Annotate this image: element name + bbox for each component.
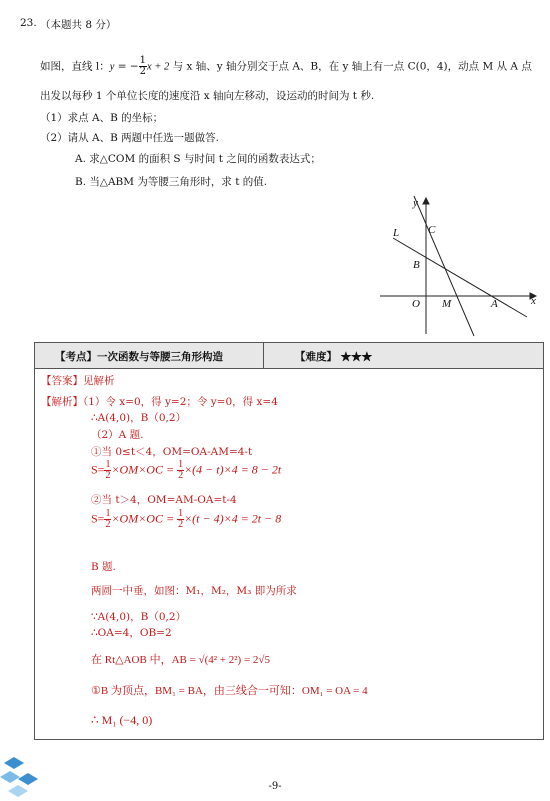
question-part-a: A. 求△COM 的面积 S 与时间 t 之间的函数表达式； bbox=[75, 153, 321, 165]
corner-logo bbox=[0, 757, 40, 801]
question-line-2: 出发以每秒 1 个单位长度的速度沿 x 轴向左移动，设运动的时间为 t 秒. bbox=[40, 90, 375, 102]
jiexi-line-2: ∴A(4,0)，B（0,2） bbox=[91, 412, 187, 424]
nandu: 【难度】 ★★★ bbox=[295, 351, 373, 363]
y-axis-arrow bbox=[423, 198, 429, 204]
s-formula-2: S= $\frac{1}{2}$ ×OM×OC = $\frac{1}{2}$ ×(t − 4)×4 = 2t − 8 bbox=[91, 508, 282, 530]
graph-label-x: x bbox=[531, 295, 536, 307]
question-score: （本题共 8 分） bbox=[40, 19, 117, 31]
line-cm bbox=[414, 196, 474, 336]
question-part-1: （1）求点 A、B 的坐标； bbox=[40, 112, 164, 124]
line1-text-b: 与 x 轴、y 轴分别交于点 A、B，在 y 轴上有一点 C(0，4)，动点 M 从 A 点 bbox=[169, 60, 532, 73]
b-line-2: ∵A(4,0)，B（0,2） bbox=[91, 611, 187, 623]
jiexi-line-3: （2）A 题. bbox=[91, 429, 144, 441]
b-title: B 题. bbox=[91, 561, 116, 573]
b-line-1: 两圆一中垂，如图：M₁，M₂，M₃ 即为所求 bbox=[91, 585, 297, 597]
header-separator bbox=[263, 343, 264, 368]
graph-label-y: y bbox=[413, 197, 418, 209]
graph-label-l: L bbox=[393, 227, 400, 239]
eq-mid: = − bbox=[114, 60, 139, 73]
s-formula-1: S= $\frac{1}{2}$ ×OM×OC = $\frac{1}{2}$ ×(4 − t)×4 = 8 − 2t bbox=[91, 459, 282, 481]
page-number: -9- bbox=[268, 781, 282, 792]
jiexi-line-4: ①当 0≤t＜4，OM=OA-AM=4-t bbox=[91, 446, 253, 458]
kaodian: 【考点】一次函数与等腰三角形构造 bbox=[55, 351, 223, 363]
eq-lhs: y bbox=[109, 61, 115, 73]
graph-label-o: O bbox=[412, 298, 420, 310]
b-line-5: ①B 为顶点，BM₁ = BA，由三线合一可知：OM₁ = OA = 4 bbox=[91, 685, 368, 697]
question-part-2: （2）请从 A、B 两题中任选一题做答. bbox=[40, 132, 219, 144]
answer-line: 【答案】见解析 bbox=[41, 375, 115, 387]
jiexi-line-1: 【解析】（1）令 x=0，得 y=2；令 y=0，得 x=4 bbox=[41, 396, 278, 408]
b-line-6: ∴ M₁ (−4, 0) bbox=[91, 713, 153, 727]
graph-label-a: A bbox=[491, 298, 498, 310]
analysis-box bbox=[34, 342, 544, 740]
b-line-4: 在 Rt△AOB 中，AB = √(4² + 2²) = 2√5 bbox=[91, 654, 270, 666]
eq-fraction: $\frac{1}{2}$ bbox=[139, 55, 147, 77]
line1-text-a: 如图，直线 l： bbox=[40, 60, 110, 73]
graph-label-b: B bbox=[413, 259, 420, 271]
question-number: 23. bbox=[20, 17, 37, 29]
analysis-header bbox=[35, 343, 543, 369]
graph-label-c: C bbox=[428, 224, 436, 236]
question-part-b: B. 当△ABM 为等腰三角形时，求 t 的值. bbox=[75, 176, 268, 188]
jiexi-line-5: ②当 t＞4，OM=AM-OA=t-4 bbox=[91, 494, 237, 506]
b-line-3: ∴OA=4，OB=2 bbox=[91, 627, 172, 639]
graph-label-m: M bbox=[442, 298, 452, 310]
eq-rhs: x + 2 bbox=[147, 61, 170, 73]
